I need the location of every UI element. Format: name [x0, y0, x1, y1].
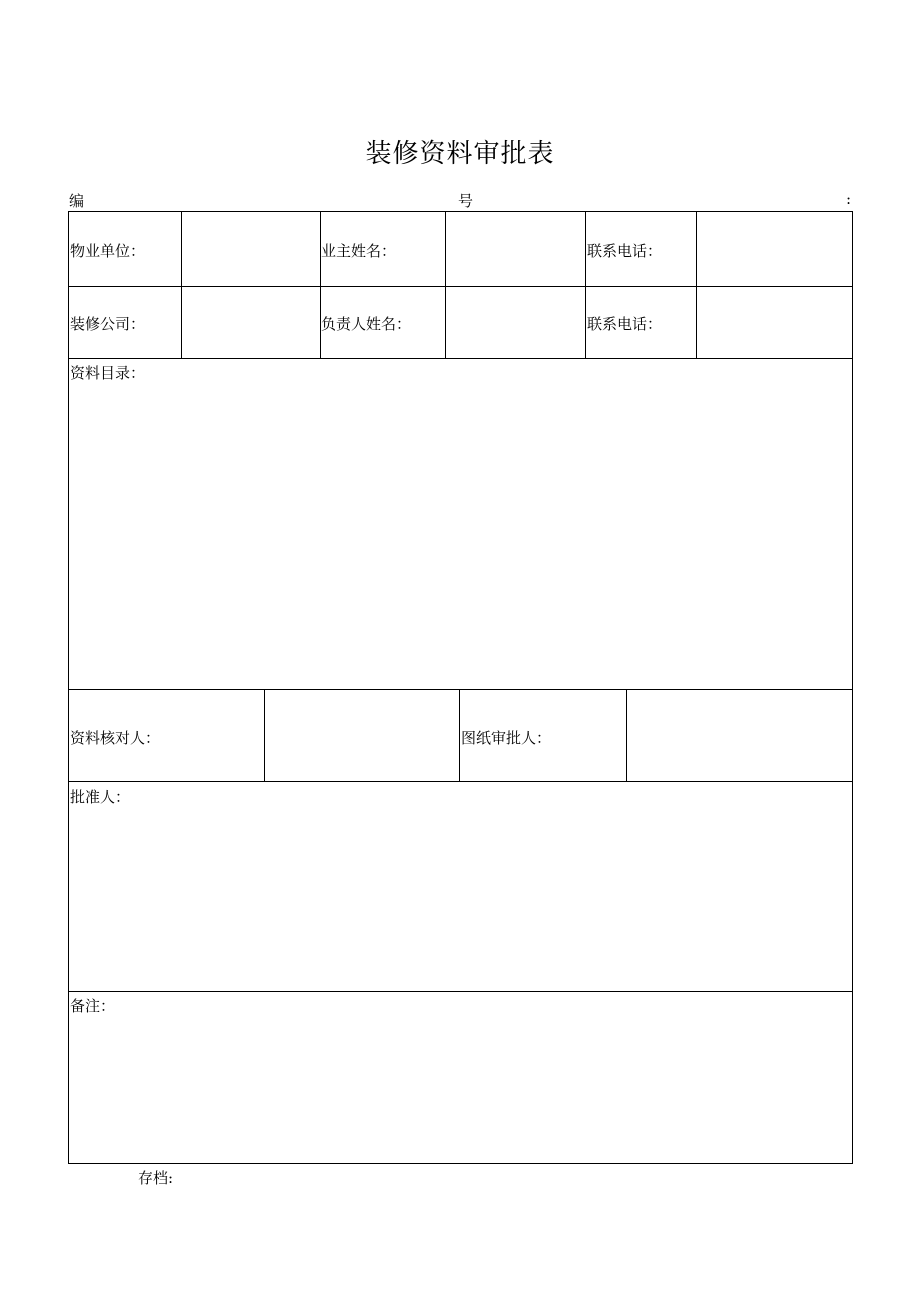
checker-field[interactable]	[265, 690, 459, 781]
contact-phone-field-2[interactable]	[697, 287, 852, 358]
row-divider-2	[68, 358, 853, 359]
row-divider-5	[68, 991, 853, 992]
form-title: 装修资料审批表	[365, 139, 555, 169]
owner-name-field[interactable]	[446, 212, 585, 286]
company-label: 装修公司：	[70, 315, 146, 333]
serial-colon: :	[845, 190, 851, 208]
drawing-approver-label: 图纸审批人：	[461, 729, 552, 747]
serial-label-hao: 号	[458, 192, 474, 210]
remarks-label: 备注：	[70, 997, 116, 1015]
serial-number-row	[68, 190, 853, 210]
col-divider-2	[320, 211, 321, 358]
property-unit-field[interactable]	[182, 212, 320, 286]
checker-label: 资料核对人：	[70, 729, 161, 747]
property-unit-label: 物业单位：	[70, 242, 146, 260]
approver-label: 批准人：	[70, 788, 131, 806]
contact-phone-field-1[interactable]	[697, 212, 852, 286]
company-field[interactable]	[182, 287, 320, 358]
catalog-label: 资料目录：	[70, 364, 146, 382]
col-divider-4	[585, 211, 586, 358]
remarks-field[interactable]	[69, 1018, 852, 1163]
row-divider-4	[68, 781, 853, 782]
contact-phone-label-1: 联系电话：	[587, 242, 663, 260]
manager-name-field[interactable]	[446, 287, 585, 358]
owner-name-label: 业主姓名：	[321, 242, 397, 260]
manager-name-label: 负责人姓名：	[321, 315, 412, 333]
catalog-field[interactable]	[69, 385, 852, 688]
archive-label: 存档:	[138, 1169, 174, 1187]
drawing-approver-field[interactable]	[627, 690, 852, 781]
col-divider-row4-2	[459, 689, 460, 781]
serial-label-bian: 编	[69, 192, 85, 210]
approver-field[interactable]	[69, 808, 852, 990]
contact-phone-label-2: 联系电话：	[587, 315, 663, 333]
